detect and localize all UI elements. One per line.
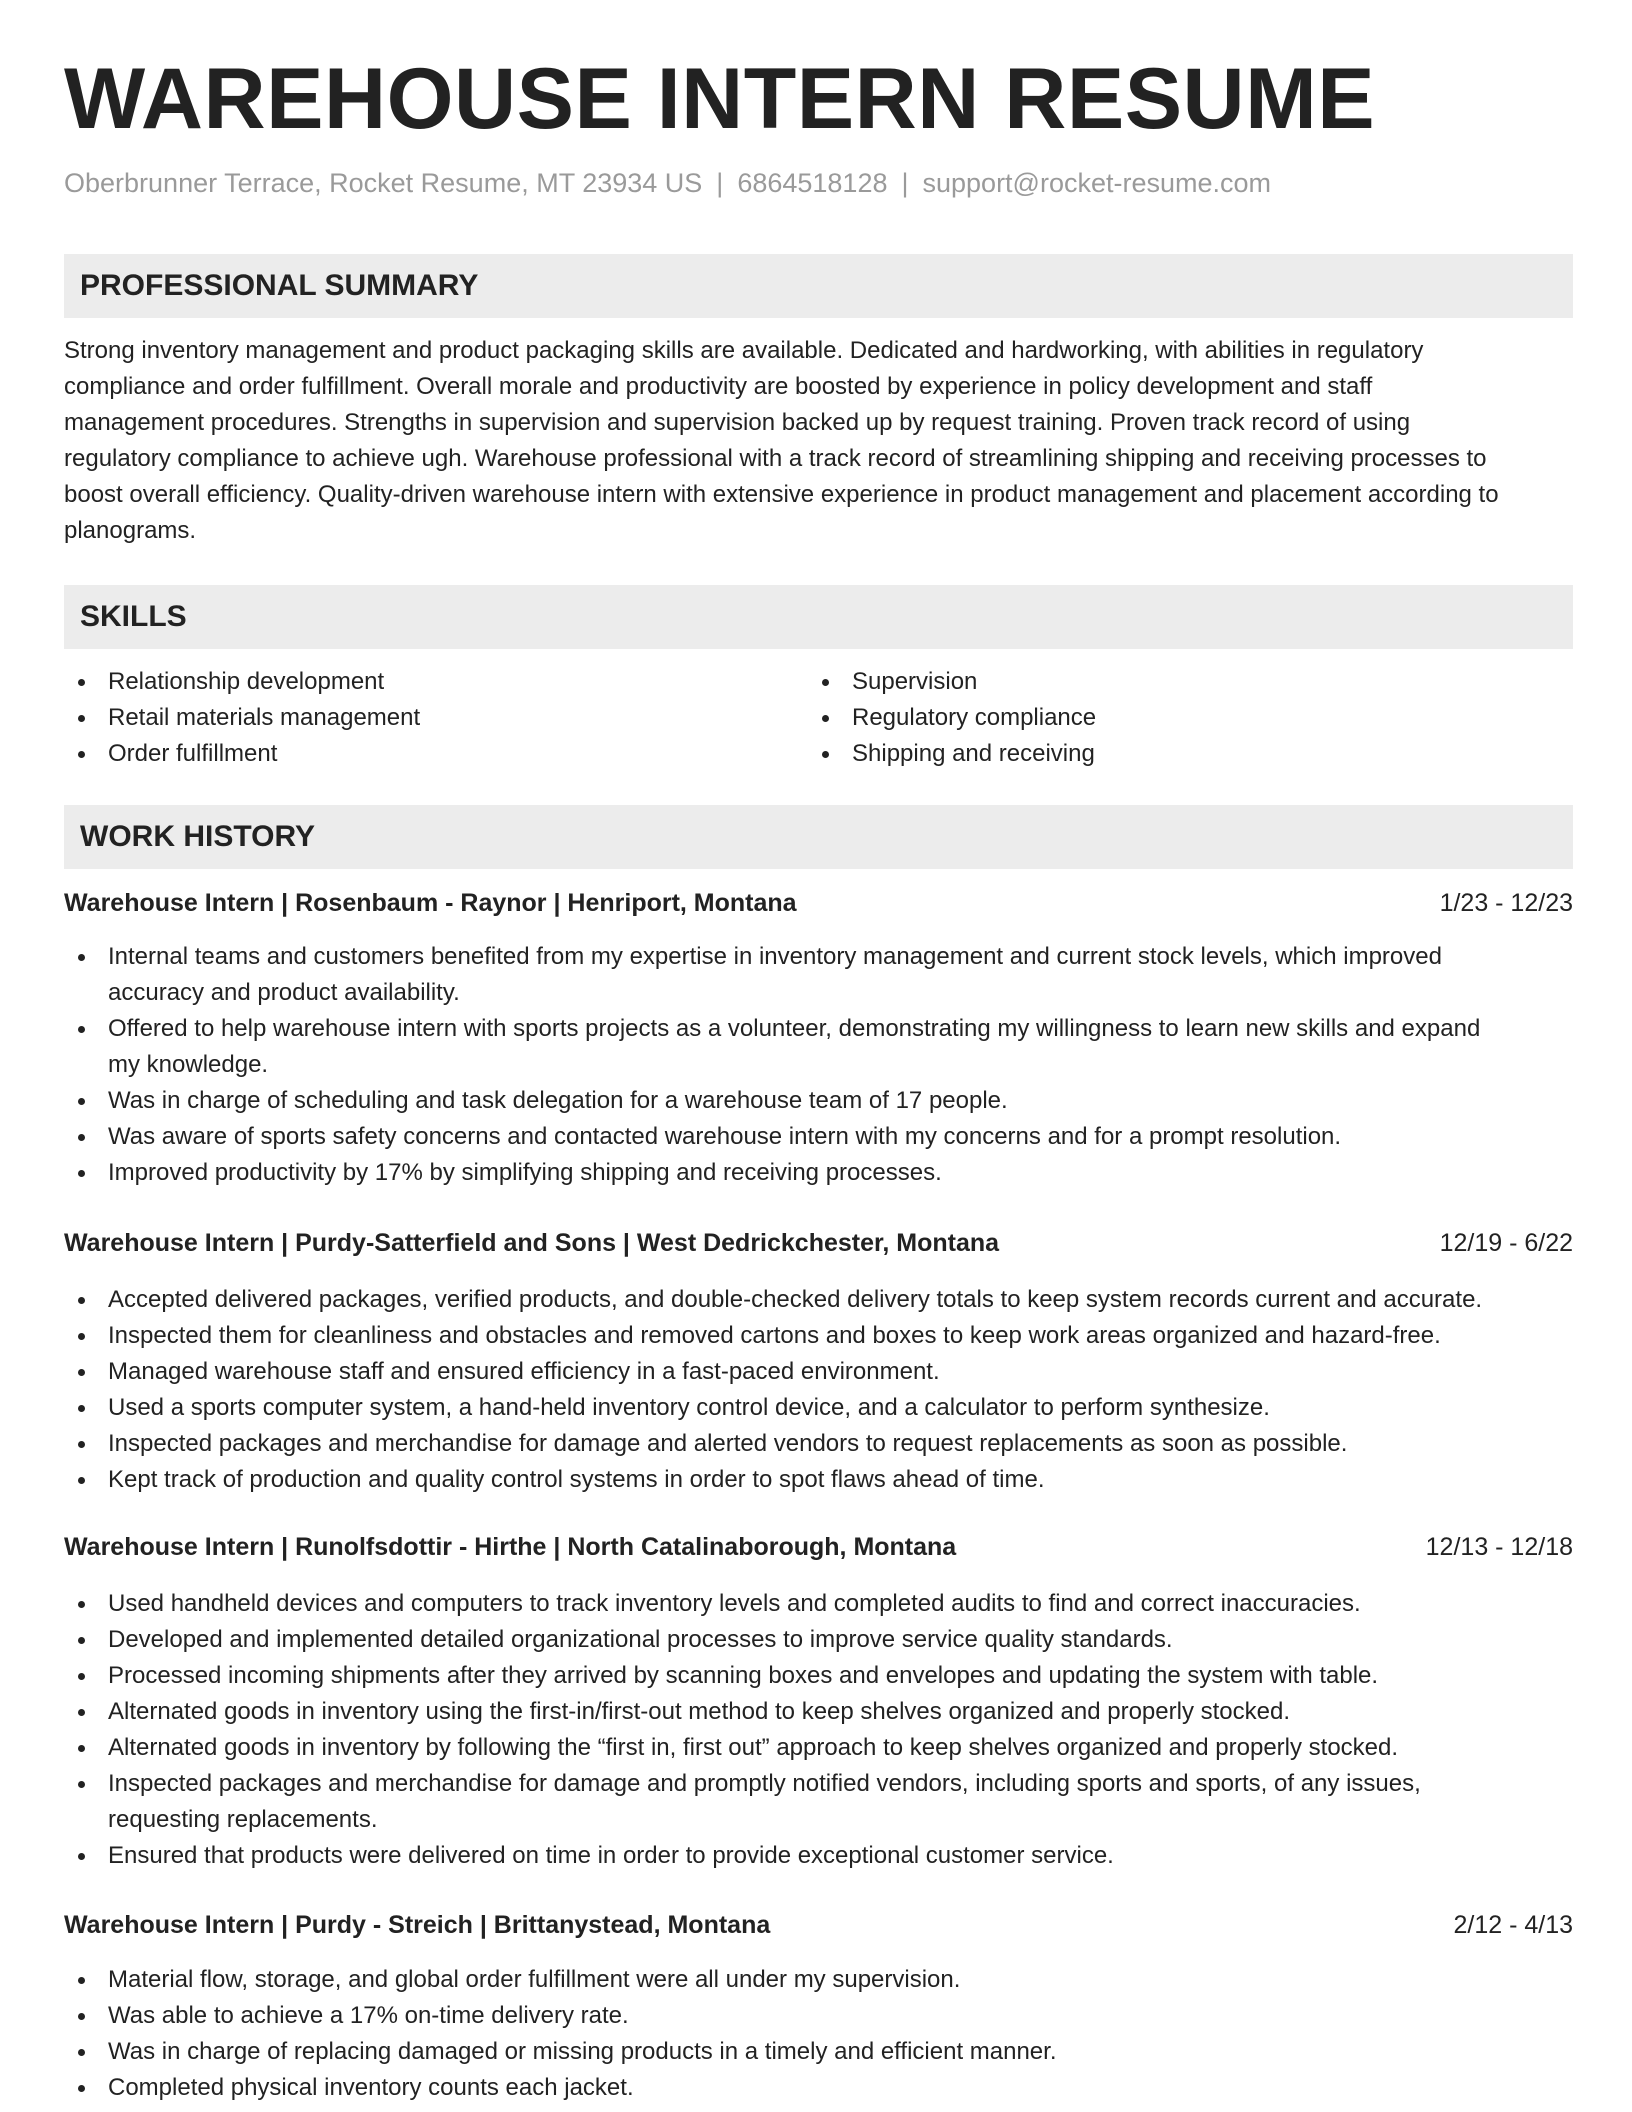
job-bullets — [64, 939, 1573, 1191]
summary-line: boost overall efficiency. Quality-driven warehouse intern with extensive experience in product management and placement according to — [64, 481, 1499, 508]
job-bullet: Offered to help warehouse intern with sports projects as a volunteer, demonstrating my willingness to learn new skills and expand — [64, 1011, 1573, 1047]
job-bullet: Ensured that products were delivered on time in order to provide exceptional customer service. — [64, 1838, 1573, 1874]
job-bullet: Inspected them for cleanliness and obstacles and removed cartons and boxes to keep work areas organized and hazard-free. — [64, 1318, 1573, 1354]
job-header — [64, 1533, 1573, 1562]
job-title: Warehouse Intern | Runolfsdottir - Hirthe | North Catalinaborough, Montana — [64, 1533, 957, 1561]
job-bullet: Used handheld devices and computers to track inventory levels and completed audits to find and correct inaccuracies. — [64, 1586, 1573, 1622]
contact-separator: | — [716, 168, 724, 198]
summary-heading: PROFESSIONAL SUMMARY — [80, 269, 479, 302]
job-bullet: Internal teams and customers benefited from my expertise in inventory management and current stock levels, which improved — [64, 939, 1573, 975]
job-title: Warehouse Intern | Purdy-Satterfield and Sons | West Dedrickchester, Montana — [64, 1229, 1000, 1257]
job-bullet-continued: requesting replacements. — [108, 1806, 378, 1833]
work-heading: WORK HISTORY — [80, 820, 316, 853]
skills-section-header — [64, 585, 1573, 649]
skill-item: Supervision — [808, 664, 1096, 700]
job-bullet: Completed physical inventory counts each jacket. — [64, 2070, 1573, 2106]
job-bullet: Managed warehouse staff and ensured efficiency in a fast-paced environment. — [64, 1354, 1573, 1390]
skill-item: Shipping and receiving — [808, 736, 1096, 772]
job-bullet: Improved productivity by 17% by simplifying shipping and receiving processes. — [64, 1155, 1573, 1191]
work-section-header — [64, 805, 1573, 869]
skill-item: Relationship development — [64, 664, 420, 700]
job-bullet: Was able to achieve a 17% on-time delivery rate. — [64, 1998, 1573, 2034]
summary-line: management procedures. Strengths in supervision and supervision backed up by request training. Proven track record of using — [64, 409, 1411, 436]
job-bullets — [64, 1962, 1573, 2106]
skill-item: Regulatory compliance — [808, 700, 1096, 736]
job-bullet-continued: my knowledge. — [108, 1051, 269, 1078]
job-bullet: Was aware of sports safety concerns and contacted warehouse intern with my concerns and for a prompt resolution. — [64, 1119, 1573, 1155]
job-title: Warehouse Intern | Rosenbaum - Raynor | Henriport, Montana — [64, 889, 797, 917]
job-dates: 1/23 - 12/23 — [1439, 889, 1573, 917]
skill-item: Order fulfillment — [64, 736, 420, 772]
job-bullet: Inspected packages and merchandise for damage and promptly notified vendors, including sports and sports, of any issues, — [64, 1766, 1573, 1802]
job-bullets — [64, 1586, 1573, 1874]
job-bullet: Kept track of production and quality control systems in order to spot flaws ahead of time. — [64, 1462, 1573, 1498]
skill-item: Retail materials management — [64, 700, 420, 736]
summary-line: regulatory compliance to achieve ugh. Warehouse professional with a track record of streamlining shipping and receiving processes to — [64, 445, 1487, 472]
summary-line: Strong inventory management and product packaging skills are available. Dedicated and hardworking, with abilities in regulatory — [64, 337, 1424, 364]
job-bullets — [64, 1282, 1573, 1498]
job-header — [64, 1229, 1573, 1258]
skills-column-left — [64, 664, 420, 772]
job-bullet: Alternated goods in inventory by following the “first in, first out” approach to keep shelves organized and properly stocked. — [64, 1730, 1573, 1766]
job-header — [64, 889, 1573, 918]
summary-line: compliance and order fulfillment. Overall morale and productivity are boosted by experience in policy development and staff — [64, 373, 1373, 400]
summary-section-header — [64, 254, 1573, 318]
job-bullet: Alternated goods in inventory using the first-in/first-out method to keep shelves organized and properly stocked. — [64, 1694, 1573, 1730]
contact-line — [64, 168, 1271, 199]
resume-title: WAREHOUSE INTERN RESUME — [64, 51, 1376, 147]
job-bullet: Developed and implemented detailed organizational processes to improve service quality standards. — [64, 1622, 1573, 1658]
job-bullet: Used a sports computer system, a hand-held inventory control device, and a calculator to perform synthesize. — [64, 1390, 1573, 1426]
summary-line: planograms. — [64, 517, 197, 544]
job-bullet: Was in charge of scheduling and task delegation for a warehouse team of 17 people. — [64, 1083, 1573, 1119]
job-bullet: Processed incoming shipments after they arrived by scanning boxes and envelopes and updating the system with table. — [64, 1658, 1573, 1694]
contact-address: Oberbrunner Terrace, Rocket Resume, MT 23934 US — [64, 168, 703, 198]
skills-column-right — [808, 664, 1096, 772]
job-bullet: Was in charge of replacing damaged or missing products in a timely and efficient manner. — [64, 2034, 1573, 2070]
job-title: Warehouse Intern | Purdy - Streich | Brittanystead, Montana — [64, 1911, 771, 1939]
summary-text — [64, 333, 1573, 549]
skills-heading: SKILLS — [80, 600, 187, 633]
contact-phone: 6864518128 — [737, 168, 888, 198]
contact-email[interactable]: support@rocket-resume.com — [922, 168, 1272, 198]
job-bullet-continued: accuracy and product availability. — [108, 979, 460, 1006]
job-dates: 12/13 - 12/18 — [1425, 1533, 1573, 1561]
job-bullet: Inspected packages and merchandise for damage and alerted vendors to request replacements as soon as possible. — [64, 1426, 1573, 1462]
job-dates: 12/19 - 6/22 — [1439, 1229, 1573, 1257]
job-bullet: Accepted delivered packages, verified products, and double-checked delivery totals to keep system records current and accurate. — [64, 1282, 1573, 1318]
job-bullet: Material flow, storage, and global order fulfillment were all under my supervision. — [64, 1962, 1573, 1998]
contact-separator: | — [901, 168, 909, 198]
job-header — [64, 1911, 1573, 1940]
job-dates: 2/12 - 4/13 — [1453, 1911, 1573, 1939]
